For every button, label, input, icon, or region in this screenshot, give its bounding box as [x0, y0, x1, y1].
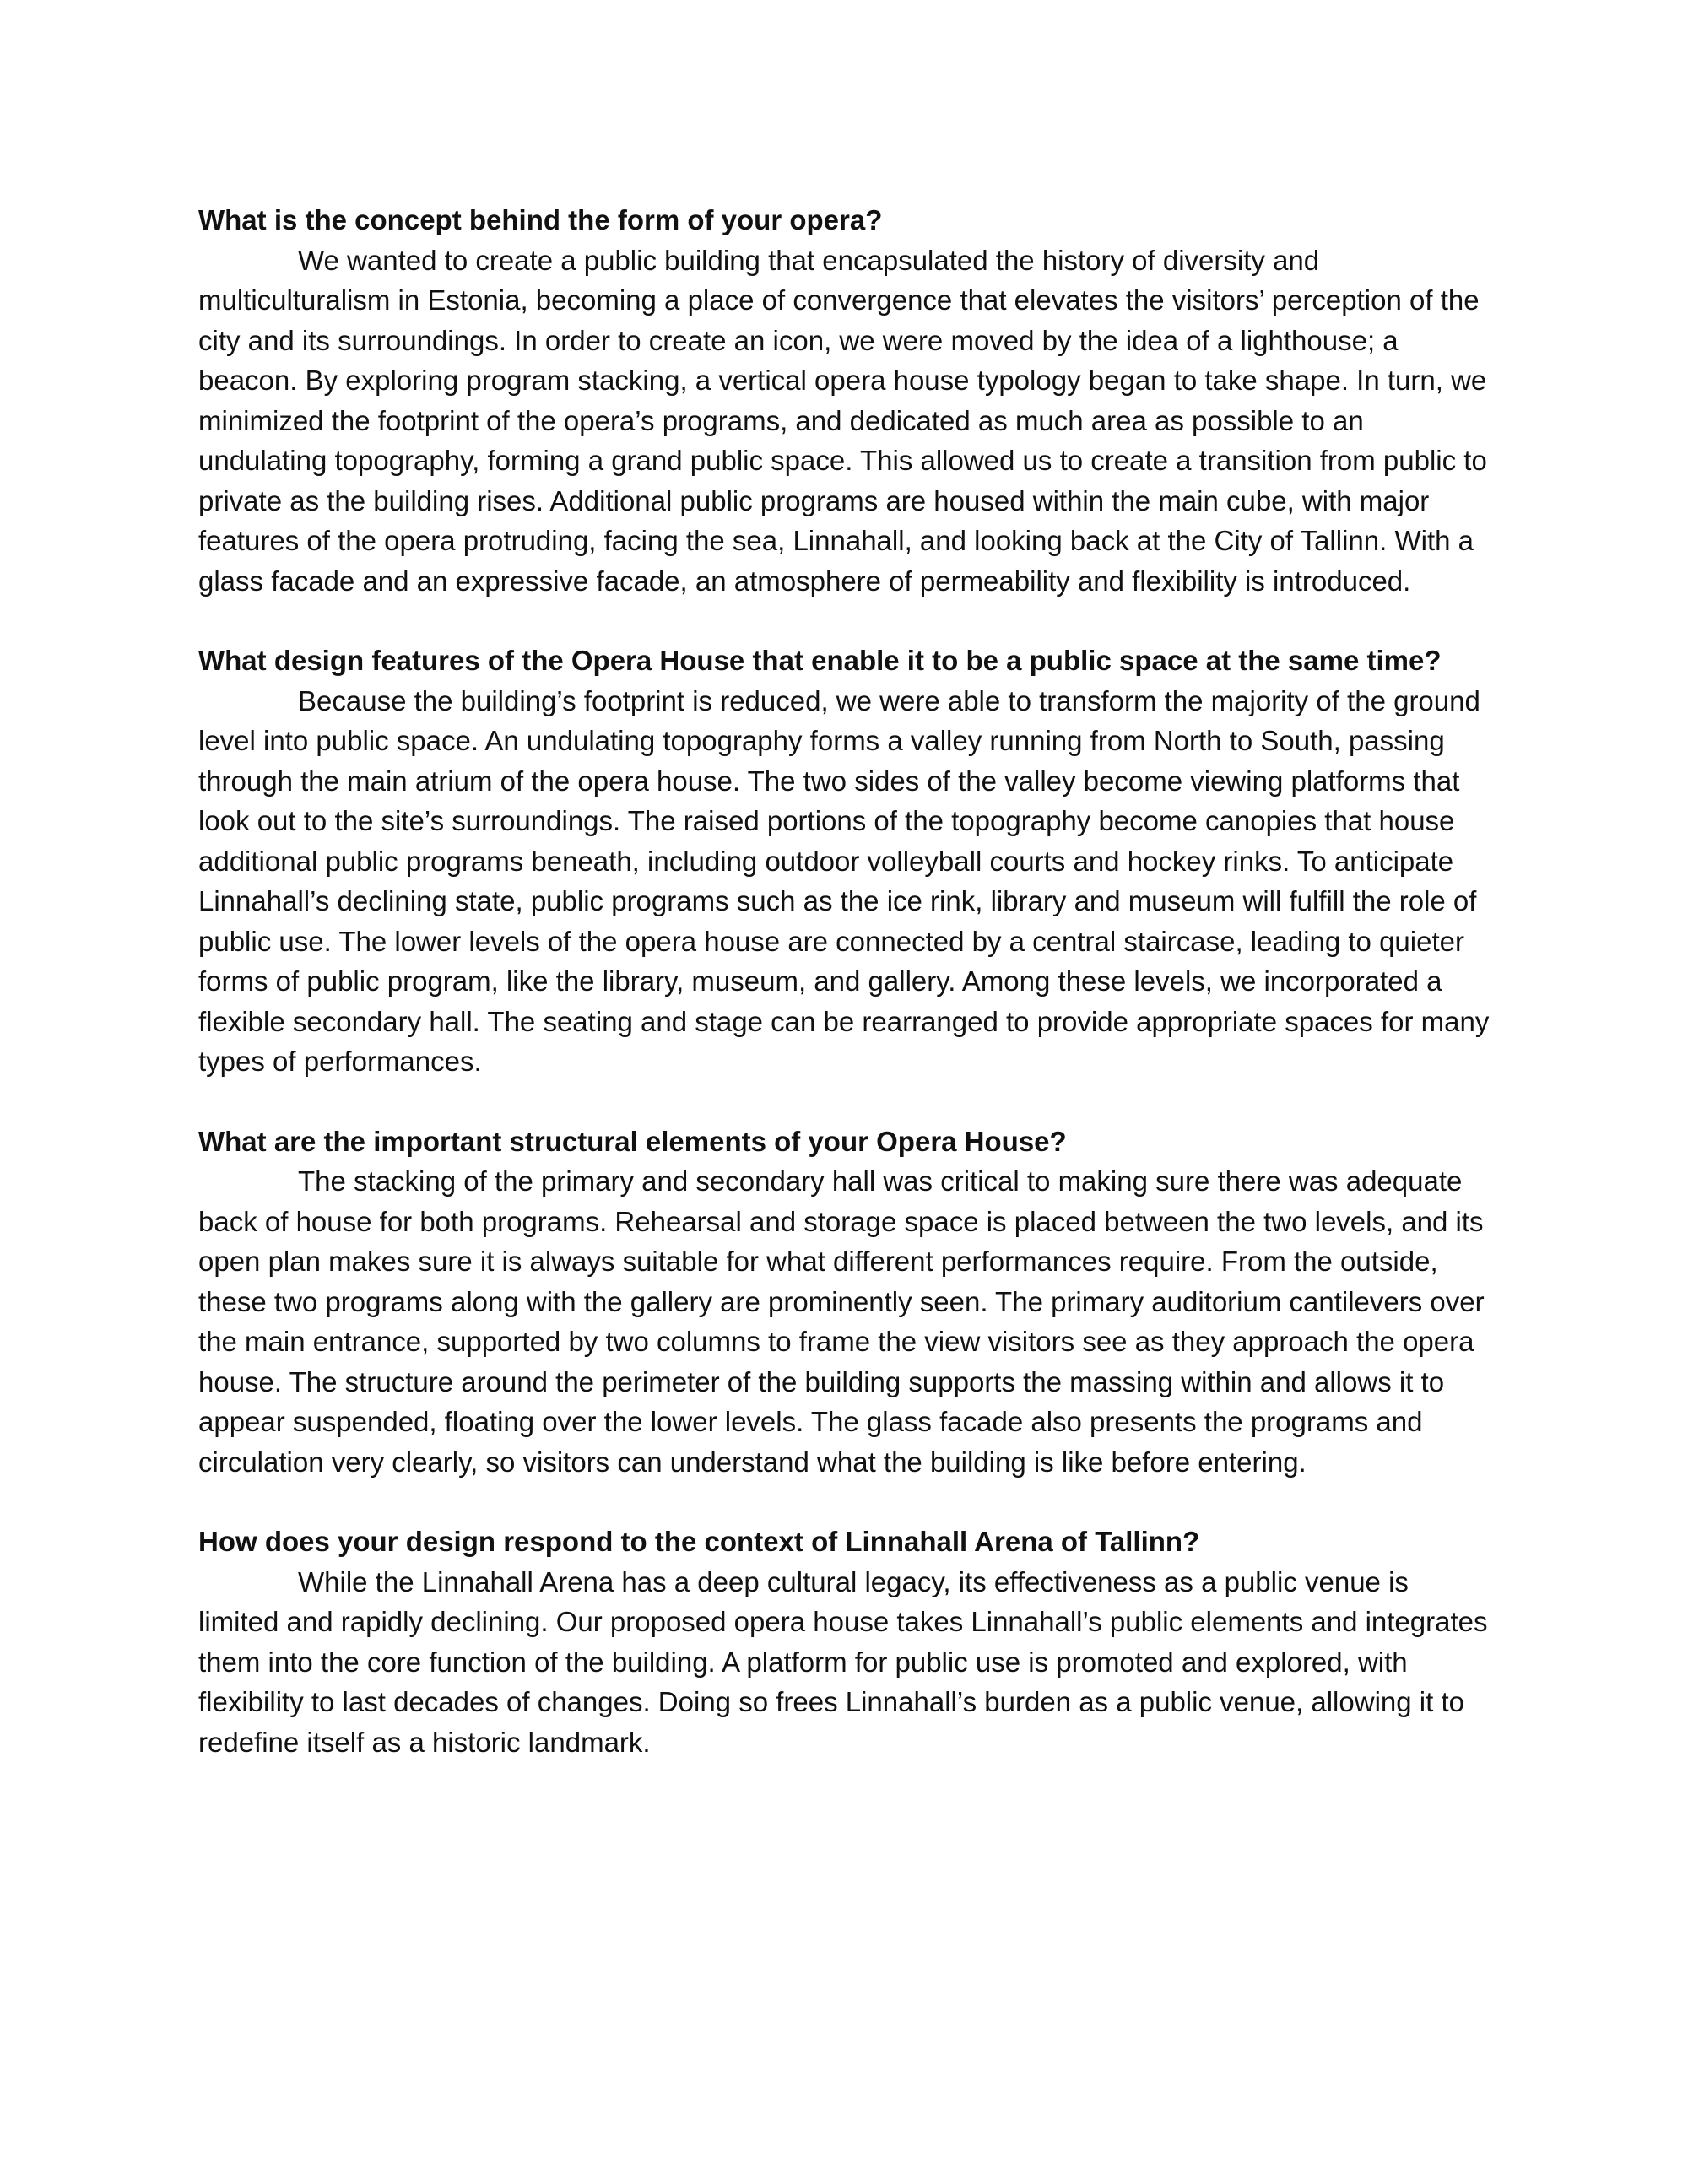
answer-paragraph: Because the building’s footprint is reduced, we were able to transform the majority of the ground level into public space. An undulating topography forms a valley running from North to South, passing through the main atrium of the opera house. The two sides of the valley become viewing platforms that look out to the site’s surroundings. The raised portions of the topography become canopies that house additional public programs beneath, including outdoor volleyball courts and hockey rinks. To anticipate Linnahall’s declining state, public programs such as the ice rink, library and museum will fulfill the role of public use. The lower levels of the opera house are connected by a central staircase, leading to quieter forms of public program, like the library, museum, and gallery. Among these levels, we incorporated a flexible secondary hall. The seating and stage can be rearranged to provide appropriate spaces for many types of performances. — [198, 684, 1490, 1077]
qa-section-concept — [198, 200, 1490, 601]
question-heading: What are the important structural elements of your Opera House? — [198, 1125, 1067, 1157]
answer-paragraph: The stacking of the primary and secondary hall was critical to making sure there was adequate back of house for both programs. Rehearsal and storage space is placed between the two levels, and its open plan makes sure it is always suitable for what different performances require. From the outside, these two programs along with the gallery are prominently seen. The primary auditorium cantilevers over the main entrance, supported by two columns to frame the view visitors see as they approach the opera house. The structure around the perimeter of the building supports the massing within and allows it to appear suspended, floating over the lower levels. The glass facade also presents the programs and circulation very clearly, so visitors can understand what the building is like before entering. — [198, 1165, 1485, 1478]
qa-section-structure — [198, 1122, 1490, 1483]
qa-section-context — [198, 1522, 1490, 1762]
qa-section-public-space — [198, 641, 1490, 1082]
answer-paragraph: While the Linnahall Arena has a deep cultural legacy, its effectiveness as a public venue is limited and rapidly declining. Our proposed opera house takes Linnahall’s public elements and integrates them into the core function of the building. A platform for public use is promoted and explored, with flexibility to last decades of changes. Doing so frees Linnahall’s burden as a public venue, allowing it to redefine itself as a historic landmark. — [198, 1565, 1488, 1758]
question-heading: What design features of the Opera House that enable it to be a public space at the same time? — [198, 645, 1442, 676]
question-heading: How does your design respond to the context of Linnahall Arena of Tallinn? — [198, 1526, 1200, 1557]
document-page — [198, 200, 1490, 1802]
question-heading: What is the concept behind the form of your opera? — [198, 204, 883, 235]
answer-paragraph: We wanted to create a public building that encapsulated the history of diversity and multiculturalism in Estonia, becoming a place of convergence that elevates the visitors’ perception of the city and its surroundings. In order to create an icon, we were moved by the idea of a lighthouse; a beacon. By exploring program stacking, a vertical opera house typology began to take shape. In turn, we minimized the footprint of the opera’s programs, and dedicated as much area as possible to an undulating topography, forming a grand public space. This allowed us to create a transition from public to private as the building rises. Additional public programs are housed within the main cube, with major features of the opera protruding, facing the sea, Linnahall, and looking back at the City of Tallinn. With a glass facade and an expressive facade, an atmosphere of permeability and flexibility is introduced. — [198, 244, 1487, 597]
